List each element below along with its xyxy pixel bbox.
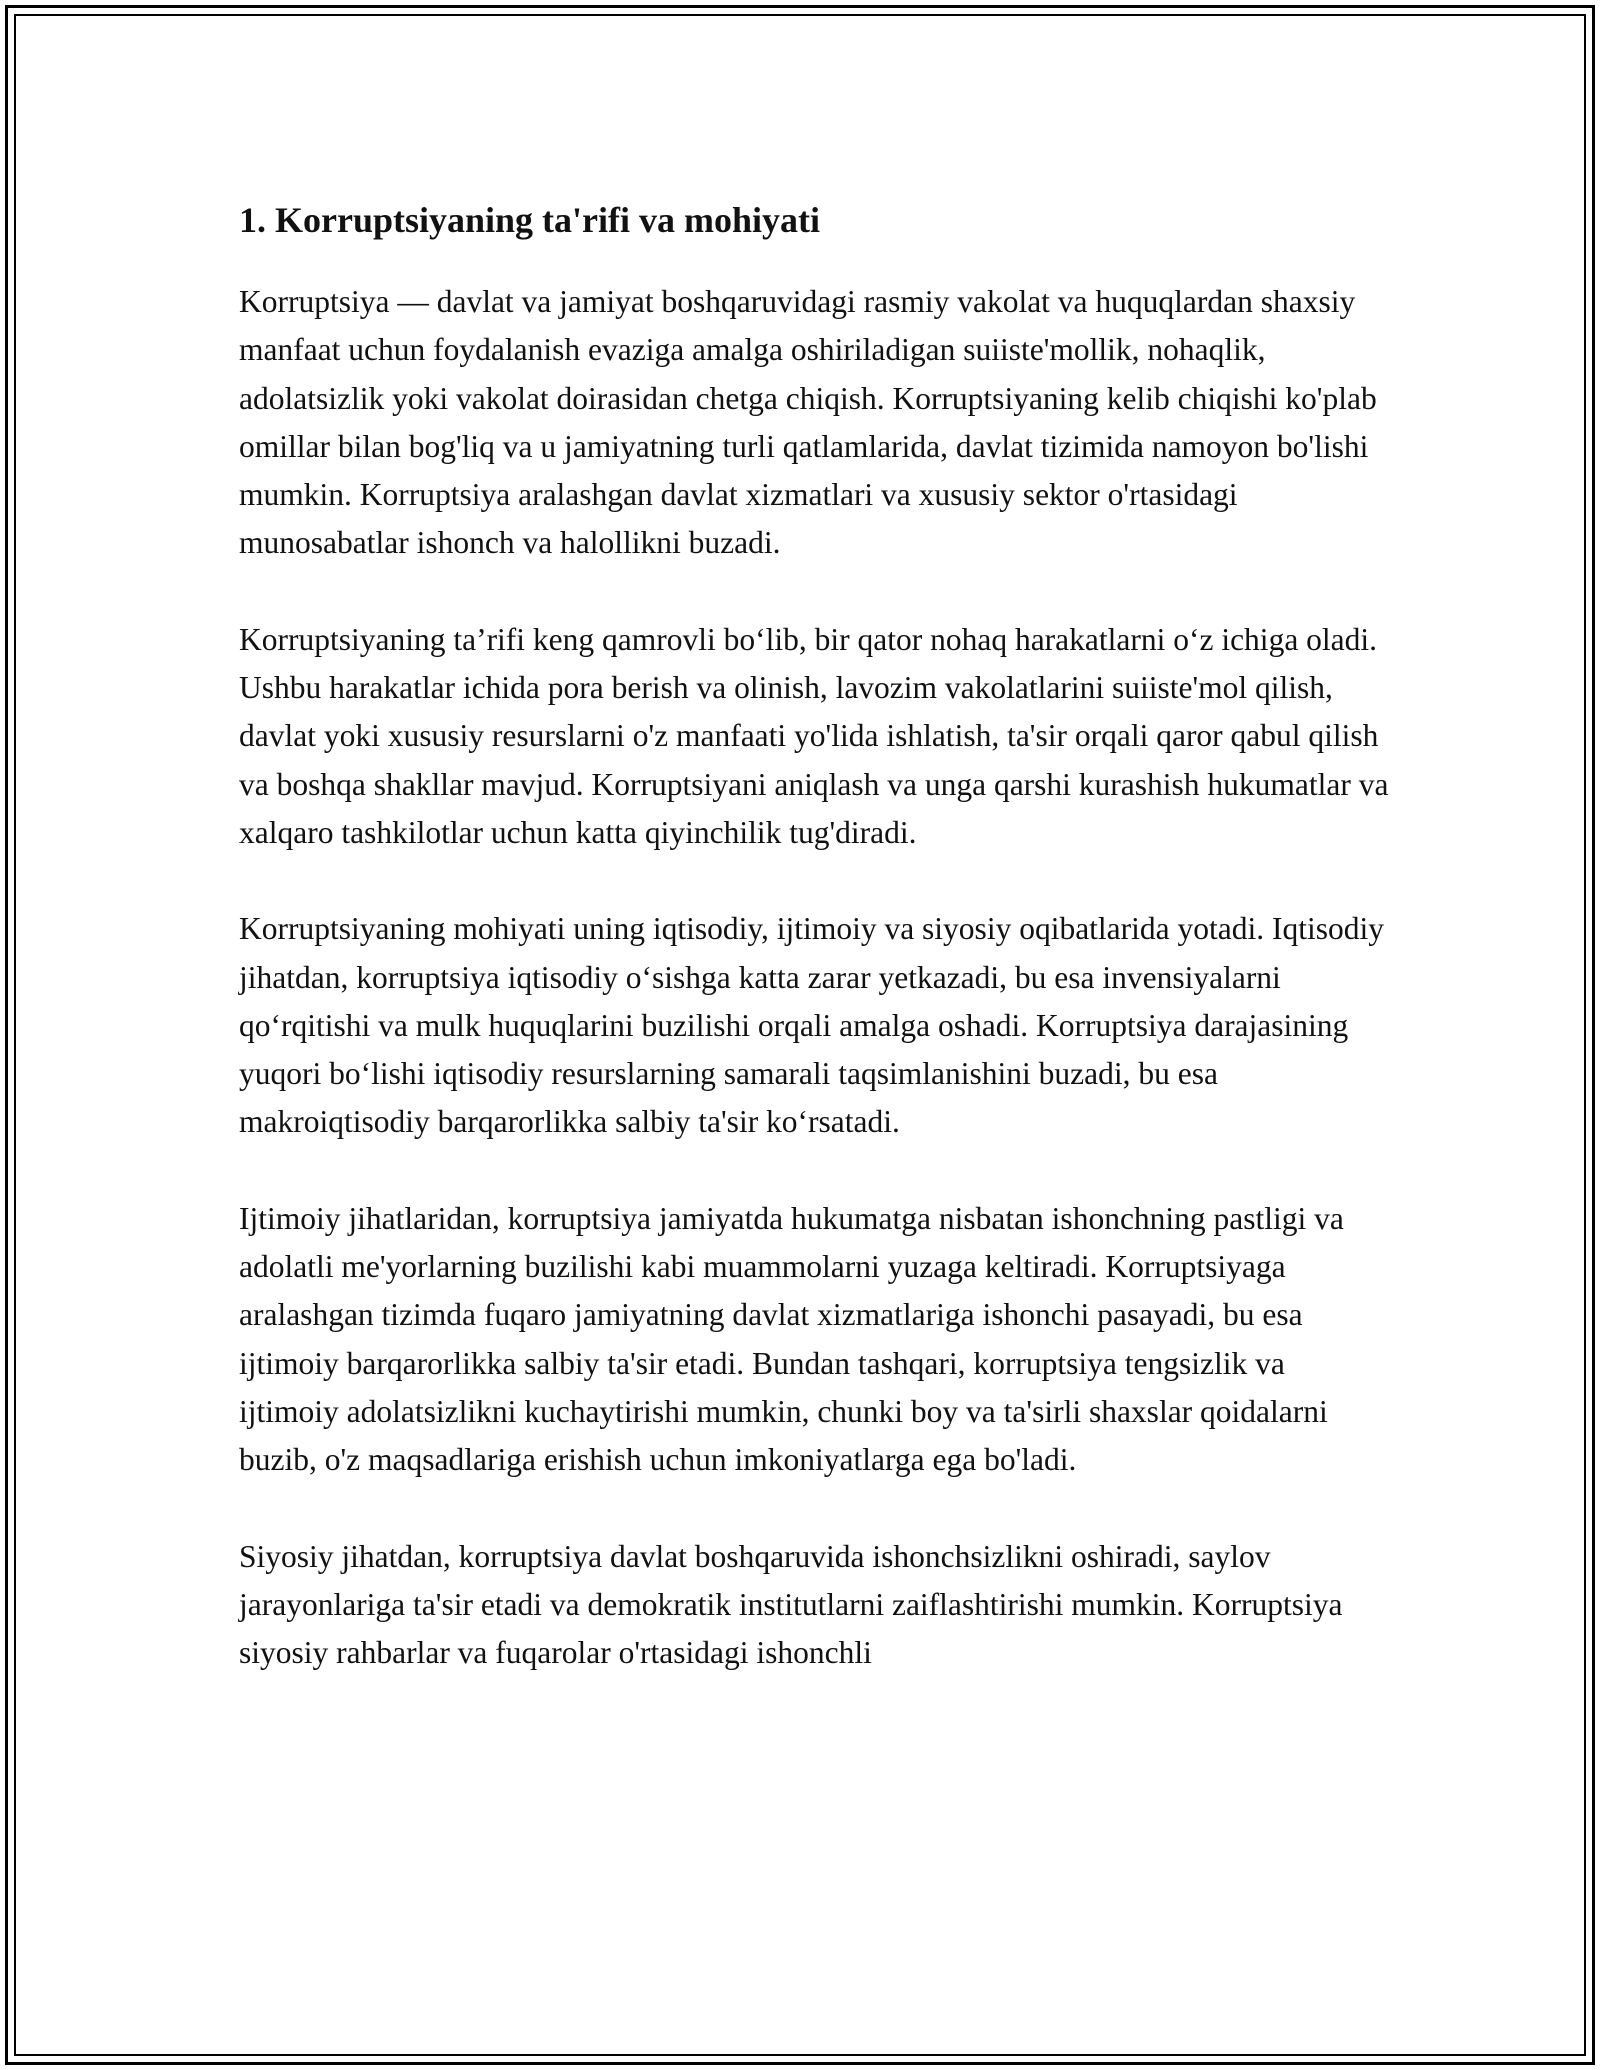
paragraph-economic: Korruptsiyaning mohiyati uning iqtisodiy, ijtimoiy va siyosiy oqibatlarida yotadi. Iqtisodiy jihatdan, korruptsiya iqtisodiy oʻsishga katta zarar yetkazadi, bu esa invensiyalarni qoʻrqitishi va mulk huquqlarini buzilishi orqali amalga oshadi. Korruptsiya darajasining yuqori boʻlishi iqtisodiy resurslarning samarali taqsimlanishini buzadi, bu esa makroiqtisodiy barqarorlikka salbiy ta'sir koʻrsatadi. — [239, 911, 1384, 1140]
document-page — [5, 5, 1595, 2065]
paragraph-political: Siyosiy jihatdan, korruptsiya davlat boshqaruvida ishonchsizlikni oshiradi, saylov jarayonlariga ta'sir etadi va demokratik institutlarni zaiflashtirishi mumkin. Korruptsiya siyosiy rahbarlar va fuqarolar o'rtasidagi ishonchli — [239, 1538, 1343, 1671]
paragraph-definition: Korruptsiya — davlat va jamiyat boshqaruvidagi rasmiy vakolat va huquqlardan shaxsiy manfaat uchun foydalanish evaziga amalga oshiriladigan suiiste'mollik, nohaqlik, adolatsizlik yoki vakolat doirasidan chetga chiqish. Korruptsiyaning kelib chiqishi ko'plab omillar bilan bog'liq va u jamiyatning turli qatlamlarida, davlat tizimida namoyon bo'lishi mumkin. Korruptsiya aralashgan davlat xizmatlari va xususiy sektor o'rtasidagi munosabatlar ishonch va halollikni buzadi. — [239, 284, 1377, 561]
paragraph-social: Ijtimoiy jihatlaridan, korruptsiya jamiyatda hukumatga nisbatan ishonchning pastligi va adolatli me'yorlarning buzilishi kabi muammolarni yuzaga keltiradi. Korruptsiyaga aralashgan tizimda fuqaro jamiyatning davlat xizmatlariga ishonchi pasayadi, bu esa ijtimoiy barqarorlikka salbiy ta'sir etadi. Bundan tashqari, korruptsiya tengsizlik va ijtimoiy adolatsizlikni kuchaytirishi mumkin, chunki boy va ta'sirli shaxslar qoidalarni buzib, o'z maqsadlariga erishish uchun imkoniyatlarga ega bo'ladi. — [239, 1200, 1344, 1478]
paragraph-scope: Korruptsiyaning ta’rifi keng qamrovli boʻlib, bir qator nohaq harakatlarni oʻz ichiga oladi. Ushbu harakatlar ichida pora berish va olinish, lavozim vakolatlarini suiiste'mol qilish, davlat yoki xususiy resurslarni o'z manfaati yo'lida ishlatish, ta'sir orqali qaror qabul qilish va boshqa shakllar mavjud. Korruptsiyani aniqlash va unga qarshi kurashish hukumatlar va xalqaro tashkilotlar uchun katta qiyinchilik tug'diradi. — [239, 621, 1389, 850]
section-heading: 1. Korruptsiyaning ta'rifi va mohiyati — [239, 200, 821, 240]
page-border — [14, 14, 1586, 2056]
document-body — [239, 196, 1389, 1725]
